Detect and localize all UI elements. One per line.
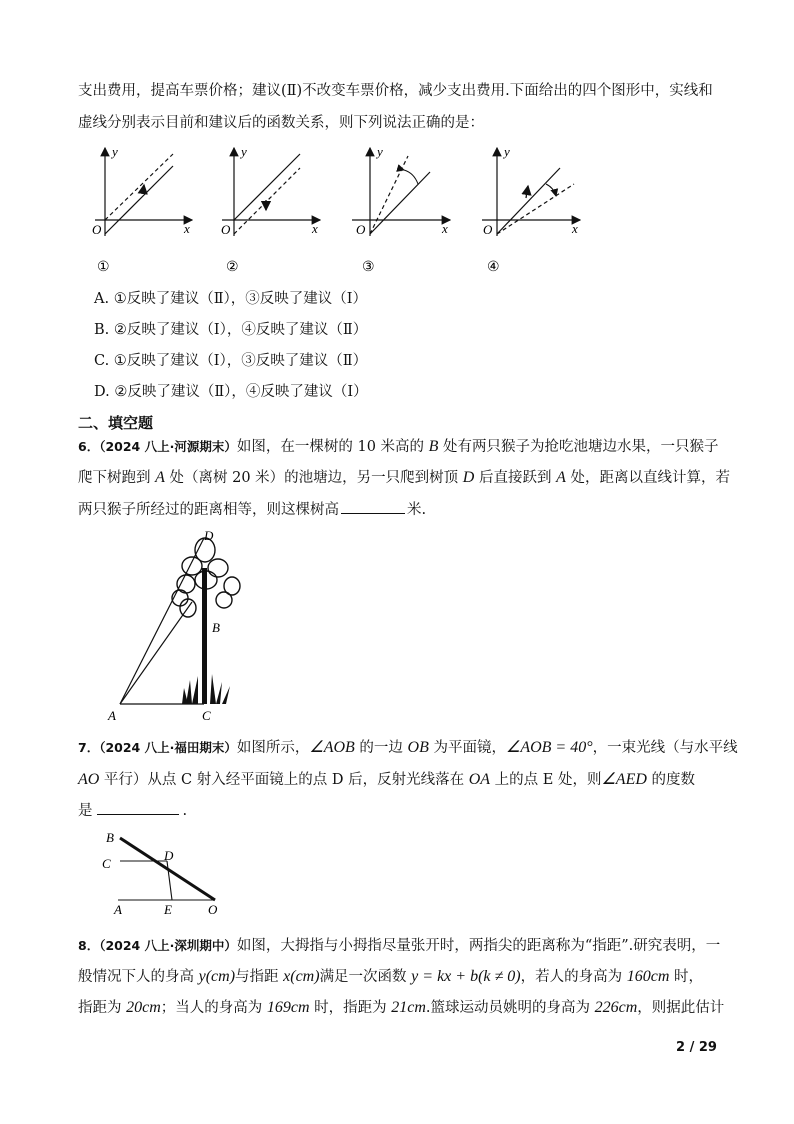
option-a-letter: A. [94, 291, 110, 307]
tree-point-c: C [202, 708, 211, 723]
q6-text: 处（离树 20 米）的池塘边，另一只爬到树顶 [164, 470, 463, 486]
q8-line-2 [78, 967, 703, 987]
option-b[interactable] [94, 320, 367, 340]
q6-number: 6． [78, 439, 100, 454]
q8-text: ；当人的身高为 [160, 1000, 267, 1016]
q7-text: 的一边 [354, 740, 408, 756]
q7-text: 为平面镜， [428, 740, 506, 756]
graph-1-origin: O [92, 222, 102, 237]
graph-2 [221, 144, 320, 275]
graph-1 [92, 144, 192, 275]
q6-var-d: D [462, 469, 475, 486]
intro-line-1: 支出费用，提高车票价格；建议(Ⅱ)不改变车票价格，减少支出费用.下面给出的四个图形中，实线和 [78, 83, 713, 99]
q8-number: 8． [78, 938, 100, 953]
q7-equation: ∠AOB = 40° [505, 739, 593, 756]
mirror-point-b: B [106, 830, 114, 845]
q7-var: OA [468, 771, 491, 788]
q7-var: OB [407, 739, 429, 756]
q8-function: y = kx + b(k ≠ 0) [411, 968, 521, 985]
q8-text: 时，指距为 [309, 1000, 392, 1016]
graph-1-x-label: x [184, 221, 190, 236]
q8-text: 般情况下人的身高 [78, 969, 199, 985]
q6-line-2 [78, 468, 730, 488]
q6-source: （2024 八上·河源期末） [99, 439, 237, 454]
function-graphs-figure [0, 140, 794, 280]
graph-4-x-label: x [572, 221, 578, 236]
section-heading: 二、填空题 [78, 414, 154, 432]
q8-text: 时， [669, 969, 703, 985]
q8-value: 160cm [626, 968, 670, 985]
graph-3-label: ③ [362, 260, 375, 275]
graph-2-label: ② [226, 260, 239, 275]
q8-text: 与指距 [235, 969, 284, 985]
mirror-point-e: E [164, 902, 172, 917]
q7-line-3 [78, 800, 187, 821]
graph-4-origin: O [483, 222, 493, 237]
q6-line-1 [78, 437, 719, 457]
q8-text: 如图，大拇指与小拇指尽量张开时，两指尖的距离称为“指距”.研究表明，一 [236, 938, 721, 954]
mirror-figure [100, 828, 250, 918]
q8-line-1 [78, 936, 720, 956]
tree-point-a: A [108, 708, 116, 723]
option-d-text: ②反映了建议（Ⅱ），④反映了建议（Ⅰ） [114, 384, 368, 400]
tree-point-b: B [212, 620, 220, 635]
q6-text: 处有两只猴子为抢吃池塘边水果，一只猴子 [438, 439, 719, 455]
q7-text: 如图所示， [236, 740, 310, 756]
page-number: 2 / 29 [676, 1040, 717, 1055]
q8-text: ，若人的身高为 [520, 969, 627, 985]
option-c-letter: C. [94, 353, 110, 369]
q6-text: 如图，在一棵树的 10 米高的 [236, 439, 429, 455]
q7-text: 是 [78, 803, 93, 819]
graph-4 [482, 144, 580, 275]
graph-2-origin: O [221, 222, 231, 237]
q8-text: 满足一次函数 [319, 969, 412, 985]
q6-text: 米. [407, 502, 427, 518]
mirror-point-c: C [102, 856, 111, 871]
q8-value: 226cm [594, 999, 638, 1016]
q6-var-b: B [428, 438, 439, 455]
q6-var-a: A [155, 469, 165, 486]
graph-1-label: ① [97, 260, 110, 275]
option-d-letter: D. [94, 384, 110, 400]
q7-line-2 [78, 770, 695, 790]
q7-number: 7． [78, 740, 100, 755]
option-b-text: ②反映了建议（Ⅰ），④反映了建议（Ⅱ） [113, 322, 368, 338]
q6-line-3 [78, 499, 426, 520]
q6-text: 处，距离以直线计算，若 [565, 470, 730, 486]
q6-text: 爬下树跑到 [78, 470, 156, 486]
option-d[interactable] [94, 382, 368, 402]
graph-3 [352, 144, 450, 275]
q7-answer-blank[interactable] [97, 800, 179, 815]
q8-var: x(cm) [283, 968, 320, 985]
q6-text: 两只猴子所经过的距离相等，则这棵树高 [78, 502, 339, 518]
q7-angle: ∠AED [601, 771, 647, 788]
graph-4-label: ④ [487, 260, 500, 275]
q7-text: 上的点 E 处，则 [490, 772, 602, 788]
q8-value: 169cm [266, 999, 310, 1016]
mirror-point-a: A [114, 902, 122, 917]
q8-text: 指距为 [78, 1000, 127, 1016]
q7-angle: ∠AOB [309, 739, 355, 756]
q8-value: 21cm [391, 999, 426, 1016]
q7-line-1 [78, 738, 738, 758]
q8-line-3 [78, 998, 724, 1018]
q6-var-a: A [556, 469, 566, 486]
q8-value: 20cm [126, 999, 161, 1016]
q6-answer-blank[interactable] [341, 499, 405, 514]
q7-source: （2024 八上·福田期末） [99, 740, 237, 755]
graph-3-x-label: x [442, 221, 448, 236]
q7-var: AO [78, 771, 100, 788]
mirror-point-d: D [164, 848, 174, 863]
q7-text: 的度数 [646, 772, 696, 788]
intro-line-2: 虚线分别表示目前和建议后的函数关系，则下列说法正确的是： [78, 115, 484, 131]
option-c-text: ①反映了建议（Ⅰ），③反映了建议（Ⅱ） [113, 353, 368, 369]
graph-3-origin: O [356, 222, 366, 237]
tree-figure [106, 528, 246, 728]
graph-2-x-label: x [312, 221, 318, 236]
q8-text: ，则据此估计 [637, 1000, 725, 1016]
q8-text: .篮球运动员姚明的身高为 [425, 1000, 595, 1016]
q8-source: （2024 八上·深圳期中） [99, 938, 237, 953]
graph-3-y-label: y [377, 144, 383, 159]
q7-text: . [182, 803, 188, 819]
q7-text: 平行）从点 C 射入经平面镜上的点 D 后，反射光线落在 [99, 772, 469, 788]
q6-text: 后直接跃到 [474, 470, 557, 486]
q7-text: ，一束光线（与水平线 [592, 740, 738, 756]
graph-4-y-label: y [504, 144, 510, 159]
q8-var: y(cm) [198, 968, 236, 985]
option-b-letter: B. [94, 322, 110, 338]
tree-point-d: D [204, 528, 214, 543]
option-c[interactable] [94, 351, 367, 371]
mirror-point-o: O [208, 902, 218, 917]
option-a-text: ①反映了建议（Ⅱ），③反映了建议（Ⅰ） [113, 291, 368, 307]
option-a[interactable] [94, 289, 367, 309]
graph-1-y-label: y [112, 144, 118, 159]
graph-2-y-label: y [241, 144, 247, 159]
